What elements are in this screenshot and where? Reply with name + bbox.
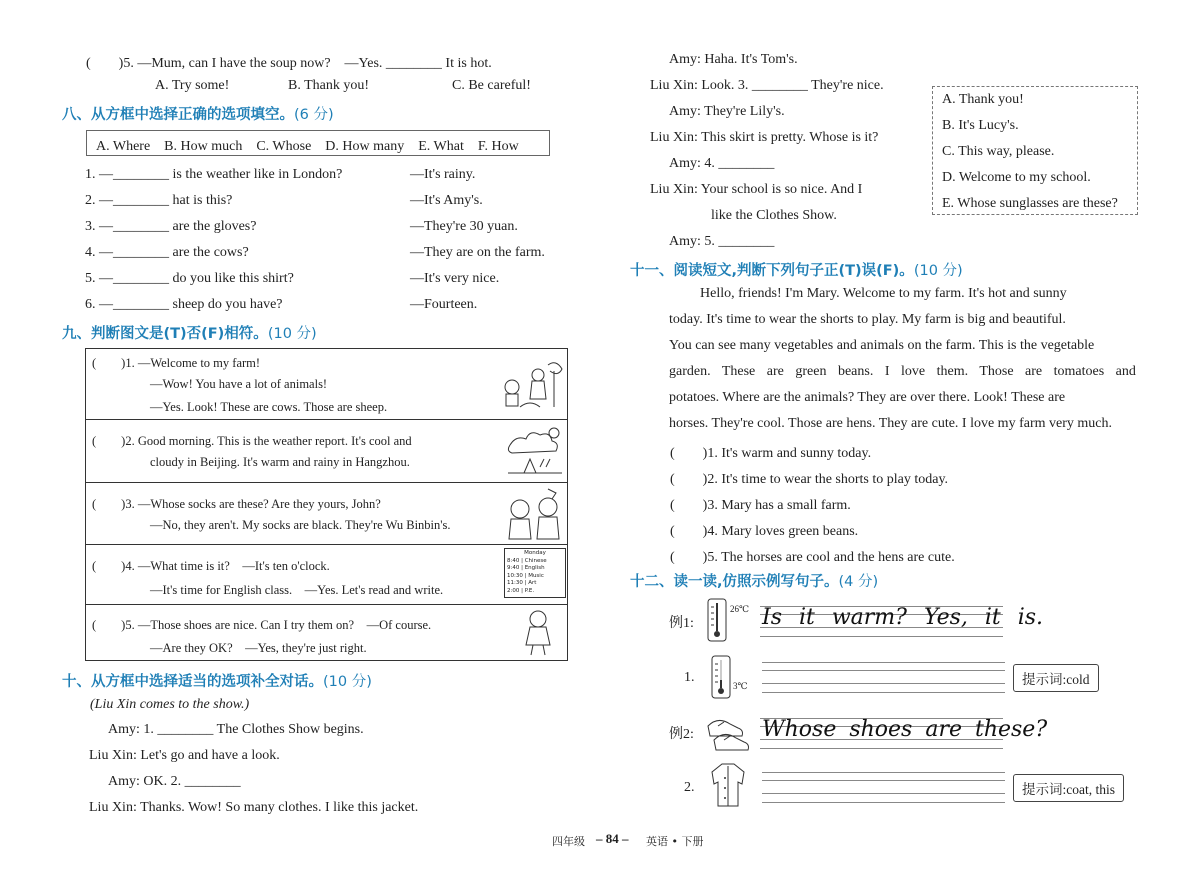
section8-title-text: 八、从方框中选择正确的选项填空。 <box>62 107 294 123</box>
s10-opt-e: E. Whose sunglasses are these? <box>942 196 1118 211</box>
hint-box-2 <box>1013 774 1124 802</box>
s10-right-8: Amy: 5. ________ <box>669 234 775 249</box>
s11-passage-4: garden. These are green beans. I love them. Those are tomatoes and <box>669 364 1136 379</box>
ex1-answer: Is it warm? Yes, it is. <box>762 605 1044 630</box>
section10-title <box>62 670 372 691</box>
section12-title-text: 十二、读一读,仿照示例写句子。 <box>630 574 839 590</box>
ex2-label: 例2: <box>669 727 694 742</box>
s11-passage-3: You can see many vegetables and animals on the farm. This is the vegetable <box>669 338 1095 353</box>
s9-row1-l1: ( )1. —Welcome to my farm! <box>92 356 261 370</box>
ex2-answer: Whose shoes are these? <box>762 717 1048 742</box>
q2-label: 2. <box>684 780 695 795</box>
section11-title <box>630 259 963 280</box>
section10-intro: (Liu Xin comes to the show.) <box>90 697 250 712</box>
s9-row4-l2: —It's time for English class. —Yes. Let's read and write. <box>150 583 444 597</box>
s9-row4-l1: ( )4. —What time is it? —It's ten o'clock. <box>92 559 330 573</box>
coat-icon <box>708 760 748 810</box>
s10-right-1: Amy: Haha. It's Tom's. <box>669 52 798 67</box>
s10-right-3: Amy: They're Lily's. <box>669 104 785 119</box>
section8-a5: —It's very nice. <box>410 271 500 286</box>
s9-row5-l1: ( )5. —Those shoes are nice. Can I try them on? —Of course. <box>92 618 432 632</box>
s11-passage-6: horses. They're cool. Those are hens. They are cute. I love my farm very much. <box>669 416 1112 431</box>
ex1-label: 例1: <box>669 616 694 631</box>
s9-row2-l1: ( )2. Good morning. This is the weather report. It's cool and <box>92 434 412 448</box>
section8-q4: 4. —________ are the cows? <box>85 245 249 260</box>
s10-left-1: Amy: 1. ________ The Clothes Show begins. <box>108 722 364 737</box>
two-boys-icon <box>504 487 566 543</box>
section8-q2: 2. —________ hat is this? <box>85 193 233 208</box>
farm-scene-icon <box>498 357 566 415</box>
section8-a6: —Fourteen. <box>410 297 478 312</box>
section8-a2: —It's Amy's. <box>410 193 483 208</box>
s11-item-2: ( )2. It's time to wear the shorts to play today. <box>670 472 949 487</box>
ex1-temp: 26℃ <box>730 604 750 614</box>
hint-1-text: 提示词:cold <box>1022 672 1090 687</box>
s9-row1-l3: —Yes. Look! These are cows. Those are sheep. <box>150 400 388 414</box>
hint-box-1 <box>1013 664 1099 692</box>
section9-title-text: 九、判断图文是(T)否(F)相符。 <box>62 326 268 342</box>
q7-item5: ( )5. —Mum, can I have the soup now? —Yes. ________ It is hot. <box>86 56 492 71</box>
s11-item-4: ( )4. Mary loves green beans. <box>670 524 859 539</box>
section10-title-text: 十、从方框中选择适当的选项补全对话。 <box>62 674 323 690</box>
s9-row3-l1: ( )3. —Whose socks are these? Are they yours, John? <box>92 497 381 511</box>
s10-left-3: Amy: OK. 2. ________ <box>108 774 241 789</box>
schedule-row: 2:00 | P.E. <box>507 587 535 594</box>
schedule-title: Monday <box>524 550 546 556</box>
section10-points: (10 分) <box>323 674 372 690</box>
section9-points: (10 分) <box>267 326 317 342</box>
s9-row2-l2: cloudy in Beijing. It's warm and rainy in Hangzhou. <box>150 455 410 469</box>
s11-passage-1: Hello, friends! I'm Mary. Welcome to my farm. It's hot and sunny <box>700 286 1067 301</box>
thermometer-icon <box>710 654 732 700</box>
section11-points: (10 分) <box>913 263 963 279</box>
s11-item-5: ( )5. The horses are cool and the hens are cute. <box>670 550 955 565</box>
section8-q6: 6. —________ sheep do you have? <box>85 297 283 312</box>
s11-passage-5: potatoes. Where are the animals? They are over there. Look! These are <box>669 390 1066 405</box>
footer-grade: 四年级 <box>552 835 585 848</box>
footer-page: – 84 – <box>596 831 629 846</box>
section11-title-text: 十一、阅读短文,判断下列句子正(T)误(F)。 <box>630 263 914 279</box>
schedule-card <box>504 548 566 598</box>
footer-subject: 英语 • 下册 <box>646 835 704 848</box>
girl-shoes-icon <box>518 607 558 659</box>
section12-title <box>630 570 878 591</box>
q7-option-b: B. Thank you! <box>288 78 370 93</box>
section9-title <box>62 322 317 343</box>
s10-right-6: Liu Xin: Your school is so nice. And I <box>650 182 863 197</box>
schedule-row: 10:30 | Music <box>507 572 544 579</box>
schedule-row: 9:40 | English <box>507 565 545 571</box>
q1-label: 1. <box>684 670 695 685</box>
section8-q3: 3. —________ are the gloves? <box>85 219 257 234</box>
hint-2-text: 提示词:coat, this <box>1022 782 1115 797</box>
s10-right-7: like the Clothes Show. <box>711 208 837 223</box>
shoes-icon <box>704 712 752 752</box>
thermometer-icon <box>706 597 728 643</box>
section8-points: (6 分) <box>294 107 334 123</box>
section8-a3: —They're 30 yuan. <box>410 219 518 234</box>
s11-item-3: ( )3. Mary has a small farm. <box>670 498 851 513</box>
s9-row1-l2: —Wow! You have a lot of animals! <box>150 377 328 391</box>
section10-options-box <box>932 86 1138 215</box>
s10-opt-b: B. It's Lucy's. <box>942 118 1019 133</box>
s10-right-2: Liu Xin: Look. 3. ________ They're nice. <box>650 78 884 93</box>
s10-opt-c: C. This way, please. <box>942 144 1055 159</box>
q7-option-c: C. Be careful! <box>452 78 531 93</box>
s11-passage-2: today. It's time to wear the shorts to play. My farm is big and beautiful. <box>669 312 1066 327</box>
section8-a1: —It's rainy. <box>410 167 476 182</box>
q1-temp: 3℃ <box>733 681 748 691</box>
s10-opt-a: A. Thank you! <box>942 92 1024 107</box>
section8-q1: 1. —________ is the weather like in London? <box>85 167 343 182</box>
section8-options: A. Where B. How much C. Whose D. How many E. What F. How <box>96 139 519 154</box>
section9-table <box>85 348 568 661</box>
s10-opt-d: D. Welcome to my school. <box>942 170 1091 185</box>
s10-right-5: Amy: 4. ________ <box>669 156 775 171</box>
s10-left-2: Liu Xin: Let's go and have a look. <box>89 748 280 763</box>
section8-options-box <box>86 130 550 156</box>
section12-points: (4 分) <box>838 574 879 590</box>
schedule-row: 11:30 | Art <box>507 580 537 586</box>
s10-right-4: Liu Xin: This skirt is pretty. Whose is it? <box>650 130 879 145</box>
s11-item-1: ( )1. It's warm and sunny today. <box>670 446 872 461</box>
weather-map-icon <box>504 423 566 479</box>
section8-a4: —They are on the farm. <box>410 245 545 260</box>
writing-line[interactable] <box>762 662 1005 663</box>
writing-line[interactable] <box>762 772 1005 773</box>
section8-title <box>62 103 334 124</box>
schedule-row: 8:40 | Chinese <box>507 557 547 564</box>
section8-q5: 5. —________ do you like this shirt? <box>85 271 294 286</box>
s9-row5-l2: —Are they OK? —Yes, they're just right. <box>150 641 367 655</box>
s10-left-4: Liu Xin: Thanks. Wow! So many clothes. I like this jacket. <box>89 800 419 815</box>
s9-row3-l2: —No, they aren't. My socks are black. They're Wu Binbin's. <box>150 518 451 532</box>
q7-option-a: A. Try some! <box>155 78 230 93</box>
